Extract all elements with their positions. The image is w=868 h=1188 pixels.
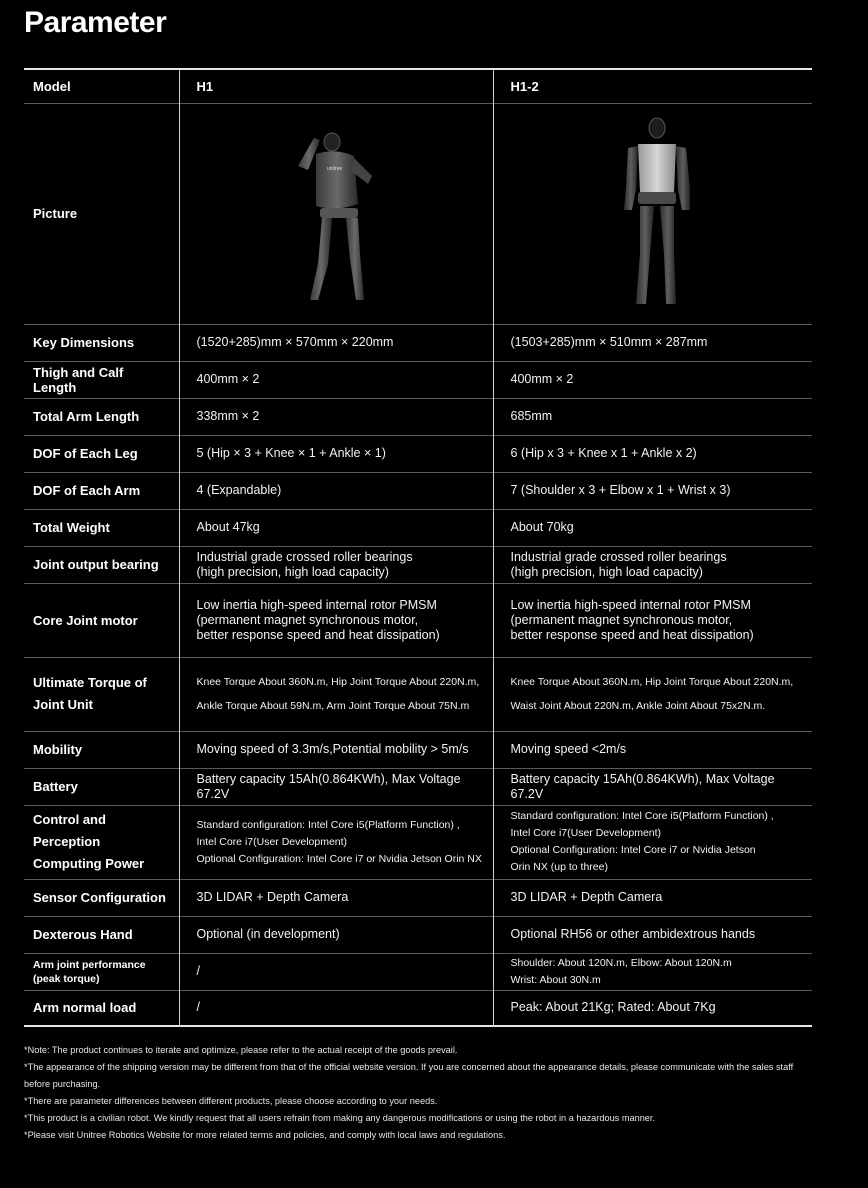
picture-label: Picture xyxy=(24,103,179,324)
h1-logo-text: unitree xyxy=(327,165,343,172)
h1-line: (high precision, high load capacity) xyxy=(196,564,389,579)
h1-value xyxy=(179,805,493,879)
h1-2-value xyxy=(493,546,812,583)
h1-2-line: Intel Core i7(User Development) xyxy=(510,827,662,839)
table-row xyxy=(24,879,812,916)
h1-value: / xyxy=(179,990,493,1026)
row-label xyxy=(24,953,179,990)
h1-2-line: (permanent magnet synchronous motor, xyxy=(510,612,733,627)
table-row xyxy=(24,398,812,435)
h1-2-line: Waist Joint About 220N.m, Ankle Joint About 75x2N.m. xyxy=(510,700,766,712)
h1-2-value: Optional RH56 or other ambidextrous hands xyxy=(493,916,812,953)
h1-value xyxy=(179,657,493,731)
h1-2-value xyxy=(493,953,812,990)
table-row xyxy=(24,583,812,657)
h1-2-line: Standard configuration: Intel Core i5(Platform Function) , xyxy=(510,810,774,822)
row-label-line: Control and Perception xyxy=(33,812,106,849)
row-label: Dexterous Hand xyxy=(24,916,179,953)
table-row xyxy=(24,657,812,731)
row-label: Sensor Configuration xyxy=(24,879,179,916)
h1-value: 3D LIDAR + Depth Camera xyxy=(179,879,493,916)
row-label: DOF of Each Arm xyxy=(24,472,179,509)
h1-2-line: Optional Configuration: Intel Core i7 or Nvidia Jetson xyxy=(510,844,756,856)
row-label: Thigh and Calf Length xyxy=(24,361,179,398)
h1-line: Industrial grade crossed roller bearings xyxy=(196,549,413,564)
h1-line: Knee Torque About 360N.m, Hip Joint Torque About 220N.m, xyxy=(196,676,480,688)
h1-2-value: 685mm xyxy=(493,398,812,435)
table-row xyxy=(24,546,812,583)
h1-line: Ankle Torque About 59N.m, Arm Joint Torque About 75N.m xyxy=(196,700,470,712)
h1-2-line: (high precision, high load capacity) xyxy=(510,564,703,579)
h1-2-value: 400mm × 2 xyxy=(493,361,812,398)
picture-row xyxy=(24,103,812,324)
table-row xyxy=(24,916,812,953)
h1-2-value: Battery capacity 15Ah(0.864KWh), Max Voltage 67.2V xyxy=(493,768,812,805)
h1-value: 338mm × 2 xyxy=(179,398,493,435)
header-row xyxy=(24,69,812,103)
h1-2-value xyxy=(493,805,812,879)
footnotes xyxy=(24,1042,814,1144)
header-h1: H1 xyxy=(179,69,493,103)
table-row xyxy=(24,324,812,361)
h1-2-picture-cell xyxy=(493,103,812,324)
h1-2-robot-image xyxy=(602,114,712,314)
h1-value: About 47kg xyxy=(179,509,493,546)
h1-value: Optional (in development) xyxy=(179,916,493,953)
row-label xyxy=(24,805,179,879)
h1-value xyxy=(179,583,493,657)
h1-robot-image xyxy=(280,114,400,314)
table-row xyxy=(24,472,812,509)
h1-value: Moving speed of 3.3m/s,Potential mobility > 5m/s xyxy=(179,731,493,768)
parameter-table xyxy=(24,68,812,1027)
h1-2-value: 3D LIDAR + Depth Camera xyxy=(493,879,812,916)
row-label-line: Computing Power xyxy=(33,856,145,871)
h1-2-line: Wrist: About 30N.m xyxy=(510,973,601,986)
row-label-line: Ultimate Torque of xyxy=(33,675,147,690)
h1-2-value: (1503+285)mm × 510mm × 287mm xyxy=(493,324,812,361)
h1-2-line: Shoulder: About 120N.m, Elbow: About 120N.m xyxy=(510,956,732,969)
table-row xyxy=(24,990,812,1026)
h1-value: / xyxy=(179,953,493,990)
row-label-line: Joint Unit xyxy=(33,697,93,712)
table-row xyxy=(24,435,812,472)
table-row xyxy=(24,361,812,398)
table-row xyxy=(24,731,812,768)
row-label-line: (peak torque) xyxy=(33,972,100,985)
h1-2-value xyxy=(493,583,812,657)
h1-value: 4 (Expandable) xyxy=(179,472,493,509)
row-label: Mobility xyxy=(24,731,179,768)
row-label: Core Joint motor xyxy=(24,583,179,657)
h1-value: 5 (Hip × 3 + Knee × 1 + Ankle × 1) xyxy=(179,435,493,472)
h1-2-value: 6 (Hip x 3 + Knee x 1 + Ankle x 2) xyxy=(493,435,812,472)
footnote: *This product is a civilian robot. We kindly request that all users refrain from making any dangerous modifications or using the robot in a hazardous manner. xyxy=(24,1113,656,1123)
h1-line: Standard configuration: Intel Core i5(Platform Function) , xyxy=(196,818,460,831)
h1-2-line: Orin NX (up to three) xyxy=(510,861,608,873)
h1-2-line: better response speed and heat dissipation) xyxy=(510,627,754,642)
h1-2-value xyxy=(493,657,812,731)
h1-value: Battery capacity 15Ah(0.864KWh), Max Voltage 67.2V xyxy=(179,768,493,805)
row-label: Total Arm Length xyxy=(24,398,179,435)
table-row xyxy=(24,509,812,546)
h1-2-line: Low inertia high-speed internal rotor PMSM xyxy=(510,597,751,612)
h1-2-line: Knee Torque About 360N.m, Hip Joint Torque About 220N.m, xyxy=(510,676,794,688)
h1-line: Intel Core i7(User Development) xyxy=(196,835,348,848)
h1-value: (1520+285)mm × 570mm × 220mm xyxy=(179,324,493,361)
footnote: *Please visit Unitree Robotics Website for more related terms and policies, and comply with local laws and regulations. xyxy=(24,1130,506,1140)
row-label: Joint output bearing xyxy=(24,546,179,583)
footnote: *There are parameter differences between different products, please choose according to your needs. xyxy=(24,1096,438,1106)
header-h1-2: H1-2 xyxy=(493,69,812,103)
h1-value: 400mm × 2 xyxy=(179,361,493,398)
footnote: *The appearance of the shipping version may be different from that of the official website version. If you are concerned about the appearance details, please communicate with the sales staff before purchasing. xyxy=(24,1062,794,1089)
h1-line: (permanent magnet synchronous motor, xyxy=(196,612,419,627)
row-label: DOF of Each Leg xyxy=(24,435,179,472)
h1-2-value: Moving speed <2m/s xyxy=(493,731,812,768)
table-row xyxy=(24,768,812,805)
h1-line: Optional Configuration: Intel Core i7 or Nvidia Jetson Orin NX xyxy=(196,852,482,865)
header-model: Model xyxy=(33,78,71,94)
table-row xyxy=(24,953,812,990)
table-row xyxy=(24,805,812,879)
h1-2-line: Industrial grade crossed roller bearings xyxy=(510,549,727,564)
row-label xyxy=(24,657,179,731)
h1-line: Low inertia high-speed internal rotor PMSM xyxy=(196,597,437,612)
h1-2-value: Peak: About 21Kg; Rated: About 7Kg xyxy=(493,990,812,1026)
h1-2-value: 7 (Shoulder x 3 + Elbow x 1 + Wrist x 3) xyxy=(493,472,812,509)
h1-value xyxy=(179,546,493,583)
h1-line: better response speed and heat dissipation) xyxy=(196,627,440,642)
row-label: Battery xyxy=(24,768,179,805)
page-title: Parameter xyxy=(24,6,167,39)
h1-2-value: About 70kg xyxy=(493,509,812,546)
row-label: Key Dimensions xyxy=(24,324,179,361)
row-label-line: Arm joint performance xyxy=(33,958,146,971)
footnote: *Note: The product continues to iterate and optimize, please refer to the actual receipt of the goods prevail. xyxy=(24,1045,458,1055)
h1-picture-cell xyxy=(179,103,493,324)
row-label: Arm normal load xyxy=(24,990,179,1026)
row-label: Total Weight xyxy=(24,509,179,546)
